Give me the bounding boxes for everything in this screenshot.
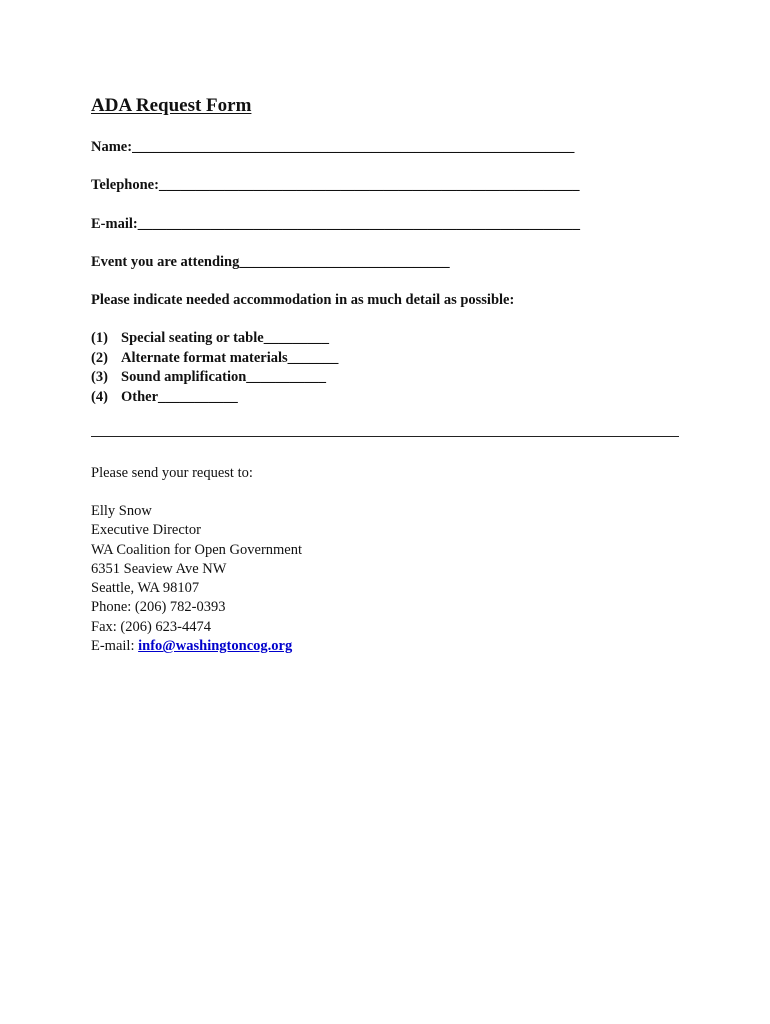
- telephone-field: Telephone:__________________________________________________________: [91, 177, 580, 193]
- contact-email-line: [91, 637, 302, 656]
- list-item-number: (2): [91, 349, 108, 366]
- list-item: [91, 388, 338, 408]
- accommodation-options-list: [91, 329, 338, 407]
- horizontal-divider: [91, 436, 679, 437]
- contact-role: Executive Director: [91, 522, 201, 539]
- contact-email-label: E-mail:: [91, 638, 139, 655]
- list-item: [91, 368, 338, 388]
- list-item-number: (4): [91, 388, 108, 405]
- contact-address-block: [91, 502, 302, 656]
- list-item-text: Other___________: [121, 388, 238, 405]
- list-item-number: (3): [91, 369, 108, 385]
- list-item-text: Sound amplification___________: [121, 369, 327, 385]
- list-item: [91, 329, 338, 349]
- contact-street: 6351 Seaview Ave NW: [91, 560, 227, 577]
- contact-phone: Phone: (206) 782-0393: [91, 599, 226, 616]
- form-title: ADA Request Form: [91, 95, 252, 116]
- name-field: Name:_____________________________________________________________: [91, 139, 575, 155]
- list-item-number: (1): [91, 330, 108, 346]
- send-request-intro: Please send your request to:: [91, 465, 253, 481]
- list-item: [91, 349, 338, 369]
- accommodation-prompt: Please indicate needed accommodation in as much detail as possible:: [91, 292, 515, 308]
- list-item-text: Special seating or table_________: [121, 330, 329, 346]
- contact-name: Elly Snow: [91, 503, 152, 519]
- contact-organization: WA Coalition for Open Government: [91, 541, 303, 558]
- contact-fax: Fax: (206) 623-4474: [91, 618, 212, 635]
- contact-email-link[interactable]: info@washingtoncog.org: [138, 638, 293, 655]
- list-item-text: Alternate format materials_______: [121, 349, 339, 366]
- event-field: Event you are attending_____________________________: [91, 254, 450, 270]
- email-field: E-mail:_____________________________________________________________: [91, 216, 580, 232]
- contact-city: Seattle, WA 98107: [91, 580, 200, 597]
